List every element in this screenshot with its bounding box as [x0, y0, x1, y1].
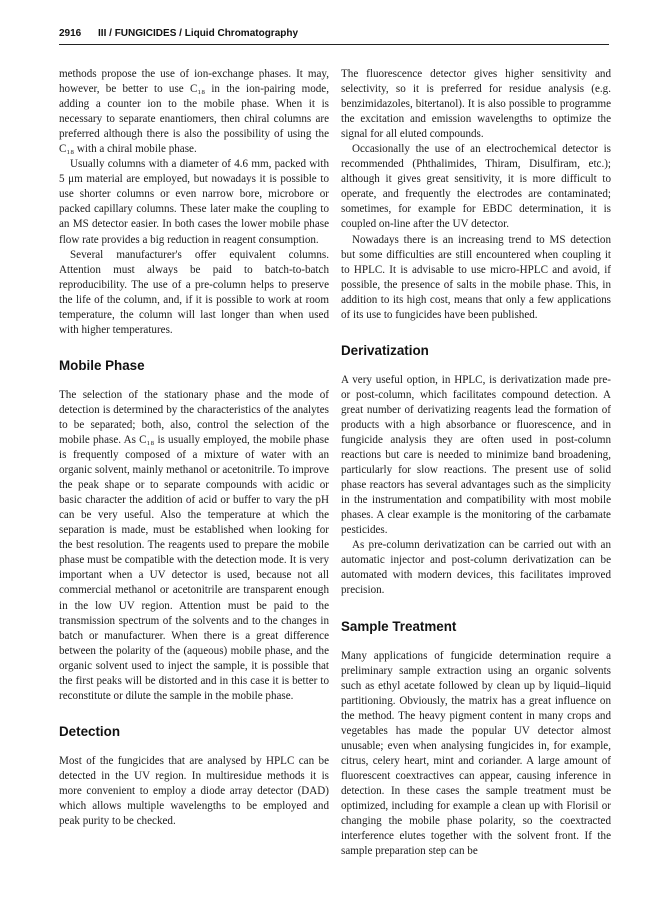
section-heading-sample-treatment: Sample Treatment: [341, 618, 457, 634]
paragraph: A very useful option, in HPLC, is derivatization made pre- or post-column, which facilitates compound detection. A great number of derivatizing reagents lead the formation of products with a high absorbance or fluorescence, and in fungicide analysis they are often used in post-column reactions but care is needed to minimize band broadening, particularly for slow reactions. The present use of solid phase reactors has several advantages such as the simplicity in the instrumentation and compatibility with most mobile phases. A clear example is the monitoring of the carbamate pesticides.: [341, 373, 611, 537]
section-heading-mobile-phase: Mobile Phase: [59, 357, 145, 373]
header-rule: [59, 44, 609, 45]
section-heading-detection: Detection: [59, 723, 121, 739]
paragraph: Occasionally the use of an electrochemical detector is recommended (Phthalimides, Thiram, Disulfiram, etc.); although it gives great sensitivity, it is more difficult to operate, and frequently the electrodes are contaminated; sometimes, for example for EBDC determination, it is coupled on-line after the UV detector.: [341, 143, 611, 231]
section-heading-derivatization: Derivatization: [341, 342, 429, 358]
paragraph: Most of the fungicides that are analysed by HPLC can be detected in the UV region. In multiresidue methods it is more convenient to employ a diode array detector (DAD) which allows multiple wavelengths to be employed and peak purity to be checked.: [59, 754, 329, 828]
running-title: III / FUNGICIDES / Liquid Chromatography: [98, 28, 299, 39]
page-number: 2916: [59, 28, 82, 39]
right-column: [341, 67, 611, 859]
paragraph: Nowadays there is an increasing trend to MS detection but some difficulties are still encountered when coupling it to HPLC. It is advisable to use micro-HPLC and avoid, if possible, the presence of salts in the mobile phase. This, in addition to its high cost, means that only a few applications of its use to fungicides have been published.: [341, 233, 611, 321]
left-column: [59, 67, 329, 829]
paragraph: The fluorescence detector gives higher sensitivity and selectivity, so it is preferred for residue analysis (e.g. benzimidazoles, bitertanol). It is also possible to programme the excitation and emission wavelengths to optimize the signal for all eluted compounds.: [341, 68, 611, 141]
paragraph: The selection of the stationary phase and the mode of detection is determined by the characteristics of the analytes to be separated; both, also, control the selection of the mobile phase. As C₁₈ is usually employed, the mobile phase is frequently composed of a mixture of water with an organic solvent, mainly methanol or acetonitrile. To improve the peak shape or to separate compounds with acidic or basic character the addition of acid or buffer to vary the pH can be very useful. Also the temperature at which the separation is made, must be established when looking for the best resolution. The reagents used to prepare the mobile phase must be compatible with the detection mode. It is very important when a UV detector is used, because not all commercial methanol or acetonitrile are transparent enough in the low UV region. Attention must be paid to the transmission spectrum of the solvents and to the changes in batch or manufacturer. When there is a great difference between the polarity of the (aqueous) mobile phase, and the organic solvent used to inject the sample, it is possible that the first peaks will be distorted and in this case it is better to reconstitute or dilute the sample in the mobile phase.: [59, 388, 329, 702]
running-header: [59, 28, 609, 39]
paragraph: Several manufacturer's offer equivalent columns. Attention must always be paid to batch-to-batch reproducibility. The use of a pre-column helps to preserve the life of the column, and, if it is possible to work at room temperature, the column will last longer than when used with higher temperatures.: [59, 248, 329, 336]
paragraph: As pre-column derivatization can be carried out with an automatic injector and post-column derivatization can be automated with modern devices, this facilitates improved precision.: [341, 539, 611, 597]
paragraph: methods propose the use of ion-exchange phases. It may, however, be better to use C₁₈ in the ion-pairing mode, adding a counter ion to the mobile phase. When it is necessary to separate enantiomers, then chiral columns are preferred although there is also the possibility of using the C₁₈ with a chiral mobile phase.: [59, 68, 329, 156]
paragraph: Many applications of fungicide determination require a preliminary sample extraction using an organic solvents such as ethyl acetate followed by clean up by liquid–liquid partitioning. Obviously, the matrix has a great influence on the method. The heavy pigment content in many crops and vegetables has made the popular UV detector almost unusable; even when analysing fungicides in, for example, citrus, celery heart, mint and coriander. A large amount of fluorescent coextractives can appear, causing inference in detection. In these cases the sample treatment must be optimized, including for example a clean up with Florisil or changing the mobile phase polarity, so the coextracted interference elutes together with the solvent front. If the sample preparation step can be: [341, 649, 611, 858]
paragraph: Usually columns with a diameter of 4.6 mm, packed with 5 μm material are employed, but nowadays it is possible to use shorter columns or even narrow bore, microbore or packed capillary columns. These later make the coupling to an MS detector easier. In both cases the lower mobile phase flow rate provides a big reduction in reagent consumption.: [59, 158, 329, 246]
